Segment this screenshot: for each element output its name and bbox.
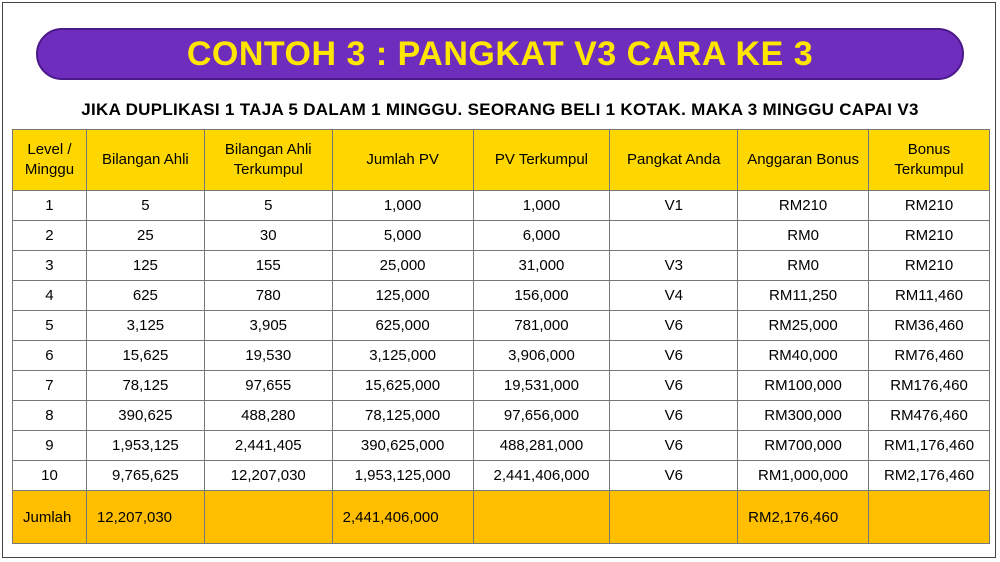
- table-cell: RM700,000: [738, 431, 869, 461]
- table-cell: 19,531,000: [473, 371, 610, 401]
- table-cell: RM1,176,460: [869, 431, 990, 461]
- table-cell: 3,906,000: [473, 341, 610, 371]
- column-header: Level / Minggu: [13, 130, 87, 191]
- total-cell: [473, 491, 610, 544]
- total-cell: 12,207,030: [86, 491, 204, 544]
- table-cell: 390,625,000: [332, 431, 473, 461]
- table-cell: RM11,250: [738, 281, 869, 311]
- table-cell: 8: [13, 401, 87, 431]
- column-header: Bilangan Ahli: [86, 130, 204, 191]
- table-cell: RM0: [738, 251, 869, 281]
- table-cell: RM210: [869, 221, 990, 251]
- table-cell: 1,953,125,000: [332, 461, 473, 491]
- table-cell: 625: [86, 281, 204, 311]
- total-cell: [610, 491, 738, 544]
- table-cell: 3,905: [204, 311, 332, 341]
- table-cell: V6: [610, 461, 738, 491]
- table-cell: 3,125,000: [332, 341, 473, 371]
- table-cell: 5: [204, 191, 332, 221]
- column-header: Pangkat Anda: [610, 130, 738, 191]
- table-cell: RM210: [869, 251, 990, 281]
- table-cell: 2: [13, 221, 87, 251]
- table-cell: 10: [13, 461, 87, 491]
- table-cell: V6: [610, 431, 738, 461]
- table-cell: 97,655: [204, 371, 332, 401]
- table-cell: 1: [13, 191, 87, 221]
- table-cell: 1,000: [473, 191, 610, 221]
- table-cell: 3,125: [86, 311, 204, 341]
- column-header: PV Terkumpul: [473, 130, 610, 191]
- total-row: [13, 491, 990, 544]
- column-header: Anggaran Bonus: [738, 130, 869, 191]
- table-row: [13, 341, 990, 371]
- table-cell: 625,000: [332, 311, 473, 341]
- table-cell: 488,281,000: [473, 431, 610, 461]
- table-cell: 25: [86, 221, 204, 251]
- table-cell: RM36,460: [869, 311, 990, 341]
- table-cell: RM1,000,000: [738, 461, 869, 491]
- table-cell: 25,000: [332, 251, 473, 281]
- table-cell: 5: [86, 191, 204, 221]
- table-cell: 781,000: [473, 311, 610, 341]
- table-cell: 15,625: [86, 341, 204, 371]
- table-cell: 7: [13, 371, 87, 401]
- table-cell: 9,765,625: [86, 461, 204, 491]
- table-cell: 4: [13, 281, 87, 311]
- table-cell: V6: [610, 401, 738, 431]
- table-cell: 12,207,030: [204, 461, 332, 491]
- table-row: [13, 281, 990, 311]
- table-cell: 3: [13, 251, 87, 281]
- table-cell: RM2,176,460: [869, 461, 990, 491]
- table-cell: V6: [610, 311, 738, 341]
- table-cell: RM25,000: [738, 311, 869, 341]
- table-cell: RM300,000: [738, 401, 869, 431]
- table-row: [13, 371, 990, 401]
- table-cell: RM176,460: [869, 371, 990, 401]
- table-cell: 488,280: [204, 401, 332, 431]
- table-cell: 78,125: [86, 371, 204, 401]
- total-cell: 2,441,406,000: [332, 491, 473, 544]
- table-cell: 15,625,000: [332, 371, 473, 401]
- table-cell: V1: [610, 191, 738, 221]
- table-cell: 1,953,125: [86, 431, 204, 461]
- table-row: [13, 221, 990, 251]
- table-row: [13, 191, 990, 221]
- table-cell: [610, 221, 738, 251]
- total-cell: Jumlah: [13, 491, 87, 544]
- table-cell: RM0: [738, 221, 869, 251]
- table-cell: 2,441,405: [204, 431, 332, 461]
- table-cell: 19,530: [204, 341, 332, 371]
- table-header-row: [13, 130, 990, 191]
- table-cell: 9: [13, 431, 87, 461]
- table-cell: RM476,460: [869, 401, 990, 431]
- table-cell: 125,000: [332, 281, 473, 311]
- column-header: Jumlah PV: [332, 130, 473, 191]
- table-cell: RM210: [869, 191, 990, 221]
- table-cell: 390,625: [86, 401, 204, 431]
- table-cell: 155: [204, 251, 332, 281]
- table-cell: V6: [610, 341, 738, 371]
- table-cell: 2,441,406,000: [473, 461, 610, 491]
- table-row: [13, 461, 990, 491]
- table-cell: 780: [204, 281, 332, 311]
- table-cell: 78,125,000: [332, 401, 473, 431]
- table-cell: RM11,460: [869, 281, 990, 311]
- total-cell: RM2,176,460: [738, 491, 869, 544]
- table-cell: V6: [610, 371, 738, 401]
- table-cell: RM40,000: [738, 341, 869, 371]
- table-cell: 5,000: [332, 221, 473, 251]
- total-cell: [869, 491, 990, 544]
- table-cell: 156,000: [473, 281, 610, 311]
- table-cell: V4: [610, 281, 738, 311]
- table-row: [13, 311, 990, 341]
- rank-table: [12, 129, 990, 544]
- table-cell: 1,000: [332, 191, 473, 221]
- total-cell: [204, 491, 332, 544]
- title-banner: [36, 28, 964, 80]
- column-header: Bonus Terkumpul: [869, 130, 990, 191]
- table-cell: V3: [610, 251, 738, 281]
- table-cell: 97,656,000: [473, 401, 610, 431]
- table-cell: 6: [13, 341, 87, 371]
- table-cell: RM76,460: [869, 341, 990, 371]
- table-row: [13, 401, 990, 431]
- table-cell: RM100,000: [738, 371, 869, 401]
- page-title: CONTOH 3 : PANGKAT V3 CARA KE 3: [186, 34, 814, 73]
- page-subtitle: JIKA DUPLIKASI 1 TAJA 5 DALAM 1 MINGGU. SEORANG BELI 1 KOTAK. MAKA 3 MINGGU CAPAI V3: [81, 100, 919, 119]
- table-cell: 30: [204, 221, 332, 251]
- table-cell: 6,000: [473, 221, 610, 251]
- table-body: [13, 191, 990, 544]
- table-cell: RM210: [738, 191, 869, 221]
- table-row: [13, 431, 990, 461]
- table-cell: 5: [13, 311, 87, 341]
- table-row: [13, 251, 990, 281]
- table-cell: 125: [86, 251, 204, 281]
- column-header: Bilangan Ahli Terkumpul: [204, 130, 332, 191]
- table-cell: 31,000: [473, 251, 610, 281]
